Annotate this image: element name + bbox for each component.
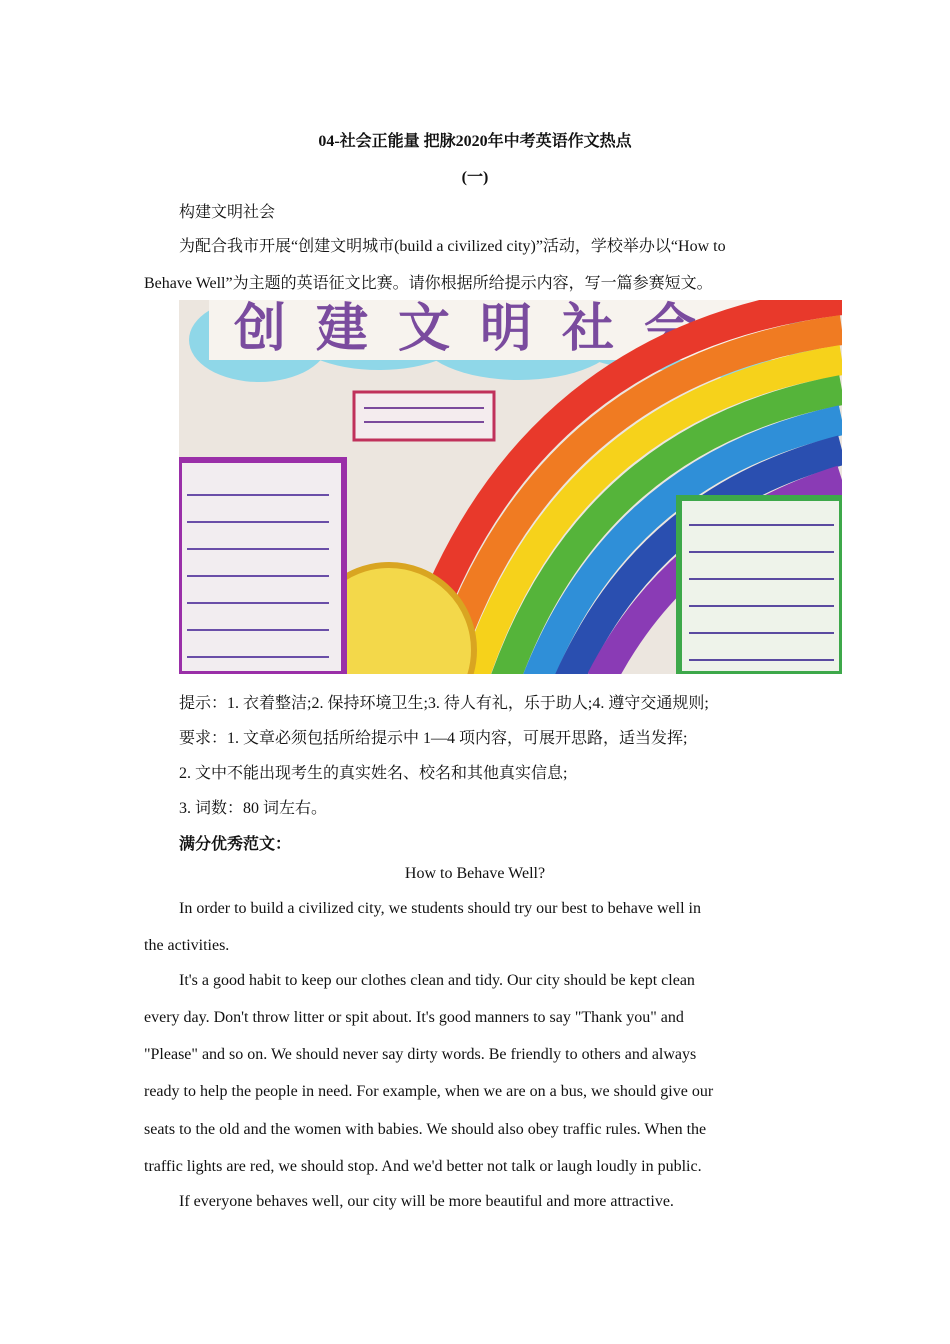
essay-line: ready to help the people in need. For example, when we are on a bus, we should give our — [144, 1083, 714, 1100]
essay-label: 满分优秀范文： — [179, 836, 292, 853]
note-box-top — [354, 392, 494, 440]
essay-line: "Please" and so on. We should never say dirty words. Be friendly to others and always — [144, 1046, 697, 1063]
essay-line: If everyone behaves well, our city will be more beautiful and more attractive. — [179, 1193, 674, 1210]
hint-line: 提示：1. 衣着整洁;2. 保持环境卫生;3. 待人有礼，乐于助人;4. 遵守交通规则; — [179, 695, 709, 712]
note-box-left — [179, 460, 344, 674]
requirement-2: 2. 文中不能出现考生的真实姓名、校名和其他真实信息; — [179, 765, 568, 782]
section-number: (一) — [461, 169, 489, 186]
requirement-1: 要求：1. 文章必须包括所给提示中 1—4 项内容，可展开思路，适当发挥; — [179, 730, 688, 747]
poster-image — [179, 300, 842, 674]
poster-banner-text: 创建文明社会 — [234, 300, 727, 359]
essay-title: How to Behave Well? — [404, 865, 546, 882]
document-title: 04-社会正能量 把脉2020年中考英语作文热点 — [318, 133, 632, 150]
essay-line: seats to the old and the women with babies. We should also obey traffic rules. When the — [144, 1121, 707, 1138]
essay-line: In order to build a civilized city, we students should try our best to behave well in — [179, 900, 701, 917]
essay-line: every day. Don't throw litter or spit about. It's good manners to say "Thank you" and — [144, 1009, 684, 1026]
requirement-3: 3. 词数：80 词左右。 — [179, 800, 328, 817]
task-topic: 构建文明社会 — [179, 204, 276, 221]
essay-line: traffic lights are red, we should stop. And we'd better not talk or laugh loudly in public. — [144, 1158, 702, 1175]
essay-line: the activities. — [144, 937, 230, 954]
instruction-line-1: 为配合我市开展“创建文明城市(build a civilized city)”活动，学校举办以“How to — [179, 238, 726, 255]
instruction-line-2: Behave Well”为主题的英语征文比赛。请你根据所给提示内容，写一篇参赛短文。 — [144, 275, 713, 292]
essay-line: It's a good habit to keep our clothes clean and tidy. Our city should be kept clean — [179, 972, 695, 989]
